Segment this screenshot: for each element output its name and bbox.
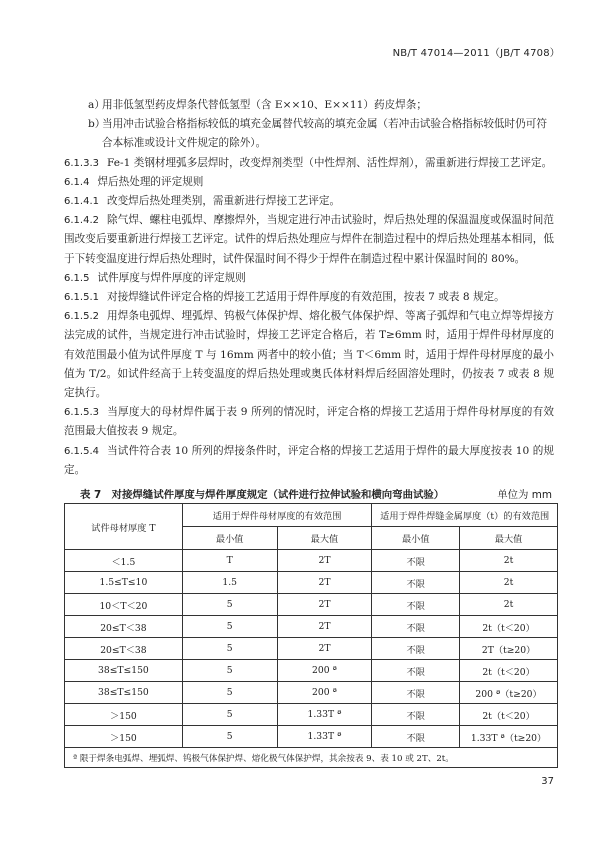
clause-number: 6.1.5.2 [64, 311, 99, 323]
list-marker: a） [88, 99, 105, 111]
clause-number: 6.1.4.2 [64, 215, 99, 227]
table-cell: 200 ª [277, 682, 372, 704]
table-cell: 不限 [372, 594, 460, 616]
thickness-table [64, 503, 558, 768]
table-cell: 2t（t＜20） [460, 704, 558, 726]
table-row [65, 660, 558, 682]
col-header-max: 最大值 [460, 527, 558, 550]
clause-number: 6.1.5.3 [64, 407, 99, 419]
clause-6-1-3-3 [64, 154, 554, 173]
clause-6-1-5-1 [64, 288, 554, 307]
table-cell: 1.33T ª [277, 726, 372, 748]
table-cell: 20≤T＜38 [65, 616, 183, 638]
table-row [65, 638, 558, 660]
table-cell: 2t（t＜20） [460, 616, 558, 638]
clause-number: 6.1.4 [64, 176, 90, 188]
clause-text: 当厚度大的母材焊件属于表 9 所列的情况时，评定合格的焊接工艺适用于焊件母材厚度的有效范围最大值按表 9 规定。 [64, 406, 554, 438]
table-cell: 1.5 [182, 572, 277, 594]
table-cell: 不限 [372, 660, 460, 682]
table-cell: 不限 [372, 704, 460, 726]
clause-number: 6.1.5.4 [64, 445, 99, 457]
table-cell: 2t [460, 550, 558, 572]
page-number: 37 [541, 776, 554, 787]
table-cell: 38≤T≤150 [65, 682, 183, 704]
table-cell: 200 ª（t≥20） [460, 682, 558, 704]
table-cell: 1.33T ª [277, 704, 372, 726]
table-cell: 20≤T＜38 [65, 638, 183, 660]
col-group-base-metal: 适用于焊件母材厚度的有效范围 [182, 504, 372, 527]
table-cell: 1.5≤T≤10 [65, 572, 183, 594]
clause-number: 6.1.3.3 [64, 157, 99, 169]
table-row [65, 726, 558, 748]
clause-6-1-4-1 [64, 192, 554, 211]
table-cell: 5 [182, 638, 277, 660]
col-header-max: 最大值 [277, 527, 372, 550]
table-cell: 不限 [372, 682, 460, 704]
table-cell: 2T（t≥20） [460, 638, 558, 660]
table-cell: 5 [182, 682, 277, 704]
clause-number: 6.1.4.1 [64, 196, 99, 208]
table-cell: 2T [277, 572, 372, 594]
list-item-b [64, 115, 554, 153]
clause-number: 6.1.5 [64, 272, 90, 284]
col-header-min: 最小值 [182, 527, 277, 550]
clause-heading: 试件厚度与焊件厚度的评定规则 [97, 271, 246, 284]
table-footnote: ª 限于焊条电弧焊、埋弧焊、钨极气体保护焊、熔化极气体保护焊，其余按表 9、表 10 或 2T、2t。 [65, 748, 558, 768]
clause-text: 对接焊缝试件评定合格的焊接工艺适用于焊件厚度的有效范围，按表 7 或表 8 规定。 [107, 291, 505, 304]
table-cell: 5 [182, 660, 277, 682]
table-cell: 2t [460, 572, 558, 594]
table-cell: 5 [182, 616, 277, 638]
clause-text: 当试件符合表 10 所列的焊接条件时，评定合格的焊接工艺适用于焊件的最大厚度按表 10 的规定。 [64, 444, 554, 476]
table-cell: 2T [277, 550, 372, 572]
table-row [65, 572, 558, 594]
table-cell: 5 [182, 594, 277, 616]
clause-6-1-5-3 [64, 403, 554, 441]
table-cell: 不限 [372, 726, 460, 748]
table-row [65, 594, 558, 616]
clause-6-1-5-2 [64, 307, 554, 403]
page-body [64, 96, 554, 480]
table-row [65, 550, 558, 572]
col-group-weld-metal: 适用于焊件焊缝金属厚度（t）的有效范围 [372, 504, 558, 527]
table-cell: 不限 [372, 616, 460, 638]
table-note-row [65, 748, 558, 768]
table-caption [80, 486, 552, 501]
list-text: 当用冲击试验合格指标较低的填充金属替代较高的填充金属（若冲击试验合格指标较低时仍可符合本标准或设计文件规定的除外）。 [102, 118, 547, 150]
table-cell: 不限 [372, 550, 460, 572]
list-text: 用非低氢型药皮焊条代替低氢型（含 E××10、E××11）药皮焊条； [102, 99, 427, 111]
table-row [65, 682, 558, 704]
table-cell: 2t（t＜20） [460, 660, 558, 682]
clause-6-1-4-2 [64, 211, 554, 269]
table-cell: 1.33T ª（t≥20） [460, 726, 558, 748]
table-unit: 单位为 mm [497, 489, 552, 501]
table-cell: T [182, 550, 277, 572]
standard-header: NB/T 47014—2011（JB/T 4708） [392, 48, 560, 59]
clause-6-1-4 [64, 173, 554, 192]
table-row [65, 616, 558, 638]
table-cell: 5 [182, 726, 277, 748]
clause-text: 用焊条电弧焊、埋弧焊、钨极气体保护焊、熔化极气体保护焊、等离子弧焊和气电立焊等焊接方法完成的试件，当规定进行冲击试验时，焊接工艺评定合格后，若 T≥6mm 时，适用于焊件母材厚度的有效范围最小值为试件厚度 T 与 16mm 两者中的较小值；当 T＜6mm 时，适用于焊件母材厚度的最小值为 T/2。如试件经高于上转变温度的焊后热处理或奥氏体材料焊后经固溶处理时，仍按表 7 或表 8 规定执行。 [64, 310, 554, 400]
table-cell: 2T [277, 594, 372, 616]
clause-heading: 焊后热处理的评定规则 [97, 175, 204, 188]
table-cell: 2t [460, 594, 558, 616]
table-cell: 38≤T≤150 [65, 660, 183, 682]
clause-6-1-5 [64, 269, 554, 288]
clause-text: 改变焊后热处理类别，需重新进行焊接工艺评定。 [107, 195, 341, 208]
clause-text: Fe-1 类钢材埋弧多层焊时，改变焊剂类型（中性焊剂、活性焊剂），需重新进行焊接工艺评定。 [107, 156, 553, 169]
table-cell: ＞150 [65, 704, 183, 726]
col-header-thickness: 试件母材厚度 T [65, 504, 183, 550]
list-item-a [64, 96, 554, 115]
clause-6-1-5-4 [64, 442, 554, 480]
table-cell: 不限 [372, 638, 460, 660]
table-cell: 5 [182, 704, 277, 726]
clause-number: 6.1.5.1 [64, 292, 99, 304]
table-cell: 2T [277, 638, 372, 660]
table-cell: 200 ª [277, 660, 372, 682]
table-cell: 不限 [372, 572, 460, 594]
table-title: 表 7 对接焊缝试件厚度与焊件厚度规定（试件进行拉伸试验和横向弯曲试验） [80, 489, 445, 501]
table-cell: 2T [277, 616, 372, 638]
table-cell: ＞150 [65, 726, 183, 748]
clause-text: 除气焊、螺柱电弧焊、摩擦焊外，当规定进行冲击试验时，焊后热处理的保温温度或保温时间范围改变后要重新进行焊接工艺评定。试件的焊后热处理应与焊件在制造过程中的焊后热处理基本相同，低于下转变温度进行焊后热处理时，试件保温时间不得少于焊件在制造过程中累计保温时间的 80%。 [64, 214, 554, 265]
table-cell: ＜1.5 [65, 550, 183, 572]
col-header-min: 最小值 [372, 527, 460, 550]
table-cell: 10＜T＜20 [65, 594, 183, 616]
table-row [65, 704, 558, 726]
list-marker: b） [88, 118, 106, 131]
